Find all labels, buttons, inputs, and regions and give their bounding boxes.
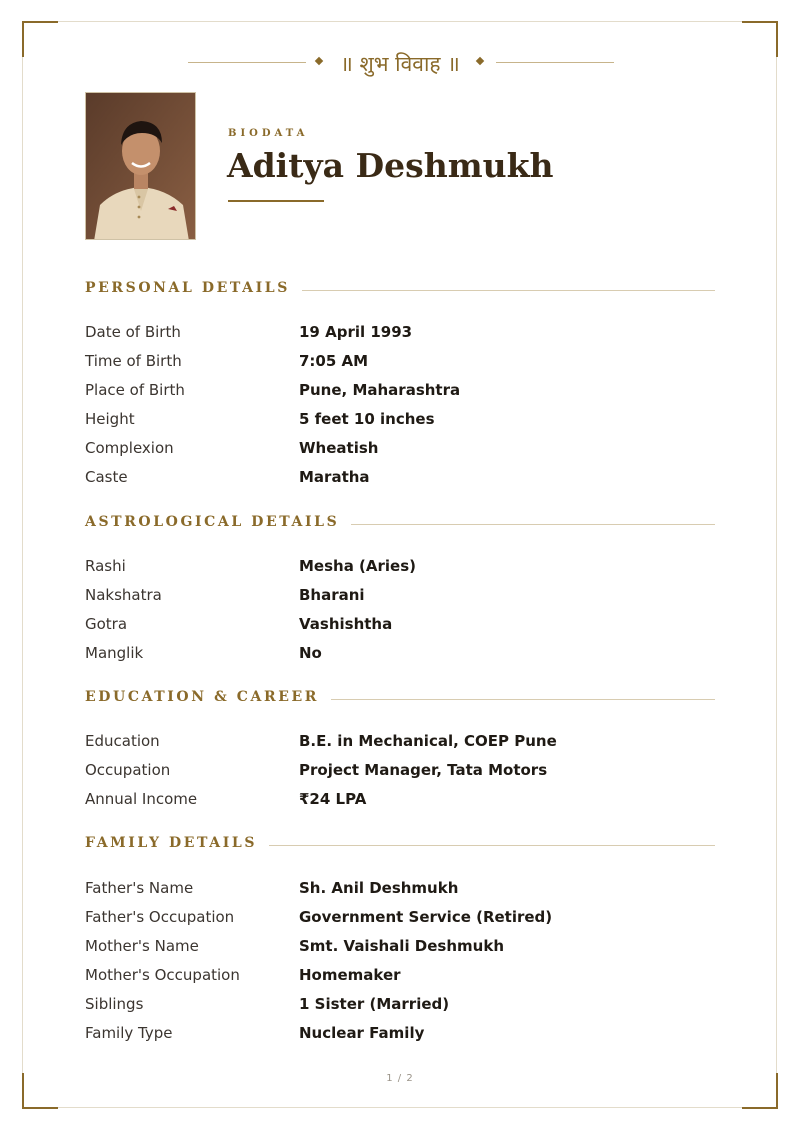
detail-label: Date of Birth (85, 323, 181, 341)
detail-value: No (299, 644, 322, 662)
detail-value: 7:05 AM (299, 352, 369, 370)
detail-row (85, 790, 715, 812)
detail-row (85, 468, 715, 490)
detail-value: Nuclear Family (299, 1024, 425, 1042)
header-ornament (0, 48, 800, 78)
section-title: EDUCATION & CAREER (85, 689, 331, 705)
section-title: FAMILY DETAILS (85, 835, 269, 851)
detail-label: Mother's Name (85, 937, 199, 955)
detail-value: Pune, Maharashtra (299, 381, 461, 399)
detail-row (85, 995, 715, 1017)
detail-row (85, 439, 715, 461)
detail-label: Manglik (85, 644, 144, 662)
profile-photo (85, 92, 196, 240)
detail-row (85, 908, 715, 930)
detail-row (85, 557, 715, 579)
detail-row (85, 615, 715, 637)
section-title: PERSONAL DETAILS (85, 280, 302, 296)
detail-row (85, 966, 715, 988)
section-astrological-details (85, 514, 715, 534)
detail-label: Father's Name (85, 879, 194, 897)
detail-value: Government Service (Retired) (299, 908, 553, 926)
detail-row (85, 1024, 715, 1046)
profile-name: Aditya Deshmukh (227, 146, 554, 185)
detail-label: Height (85, 410, 135, 428)
portrait-icon (86, 93, 196, 240)
detail-value: Wheatish (299, 439, 379, 457)
detail-label: Mother's Occupation (85, 966, 240, 984)
section-family-details (85, 835, 715, 855)
ornament-rule-left (188, 62, 306, 63)
detail-label: Caste (85, 468, 128, 486)
page-number: 1 / 2 (386, 1073, 414, 1084)
detail-label: Nakshatra (85, 586, 162, 604)
detail-value: Sh. Anil Deshmukh (299, 879, 459, 897)
detail-value: ₹24 LPA (299, 790, 367, 808)
detail-row (85, 732, 715, 754)
detail-row (85, 410, 715, 432)
section-personal-details (85, 280, 715, 300)
detail-value: Vashishtha (299, 615, 393, 633)
detail-value: Homemaker (299, 966, 401, 984)
detail-label: Siblings (85, 995, 144, 1013)
detail-label: Time of Birth (85, 352, 182, 370)
name-underline (228, 200, 324, 202)
diamond-icon (315, 57, 323, 65)
detail-label: Annual Income (85, 790, 198, 808)
detail-label: Family Type (85, 1024, 173, 1042)
detail-value: 5 feet 10 inches (299, 410, 435, 428)
ornament-rule-right (496, 62, 614, 63)
detail-value: Project Manager, Tata Motors (299, 761, 548, 779)
section-title: ASTROLOGICAL DETAILS (85, 514, 351, 530)
detail-value: 19 April 1993 (299, 323, 413, 341)
detail-value: Maratha (299, 468, 370, 486)
detail-value: B.E. in Mechanical, COEP Pune (299, 732, 557, 750)
biodata-kicker: BIODATA (228, 128, 309, 139)
detail-value: 1 Sister (Married) (299, 995, 450, 1013)
detail-label: Education (85, 732, 160, 750)
detail-row (85, 381, 715, 403)
detail-row (85, 879, 715, 901)
detail-row (85, 352, 715, 374)
detail-value: Bharani (299, 586, 365, 604)
section-education-career (85, 689, 715, 709)
detail-label: Complexion (85, 439, 174, 457)
detail-label: Occupation (85, 761, 171, 779)
detail-label: Rashi (85, 557, 126, 575)
detail-row (85, 586, 715, 608)
detail-row (85, 761, 715, 783)
detail-value: Smt. Vaishali Deshmukh (299, 937, 505, 955)
header-title: ॥ शुभ विवाह ॥ (340, 52, 460, 76)
detail-row (85, 937, 715, 959)
detail-label: Gotra (85, 615, 128, 633)
detail-row (85, 323, 715, 345)
detail-label: Father's Occupation (85, 908, 235, 926)
detail-label: Place of Birth (85, 381, 185, 399)
diamond-icon (476, 57, 484, 65)
detail-row (85, 644, 715, 666)
detail-value: Mesha (Aries) (299, 557, 417, 575)
